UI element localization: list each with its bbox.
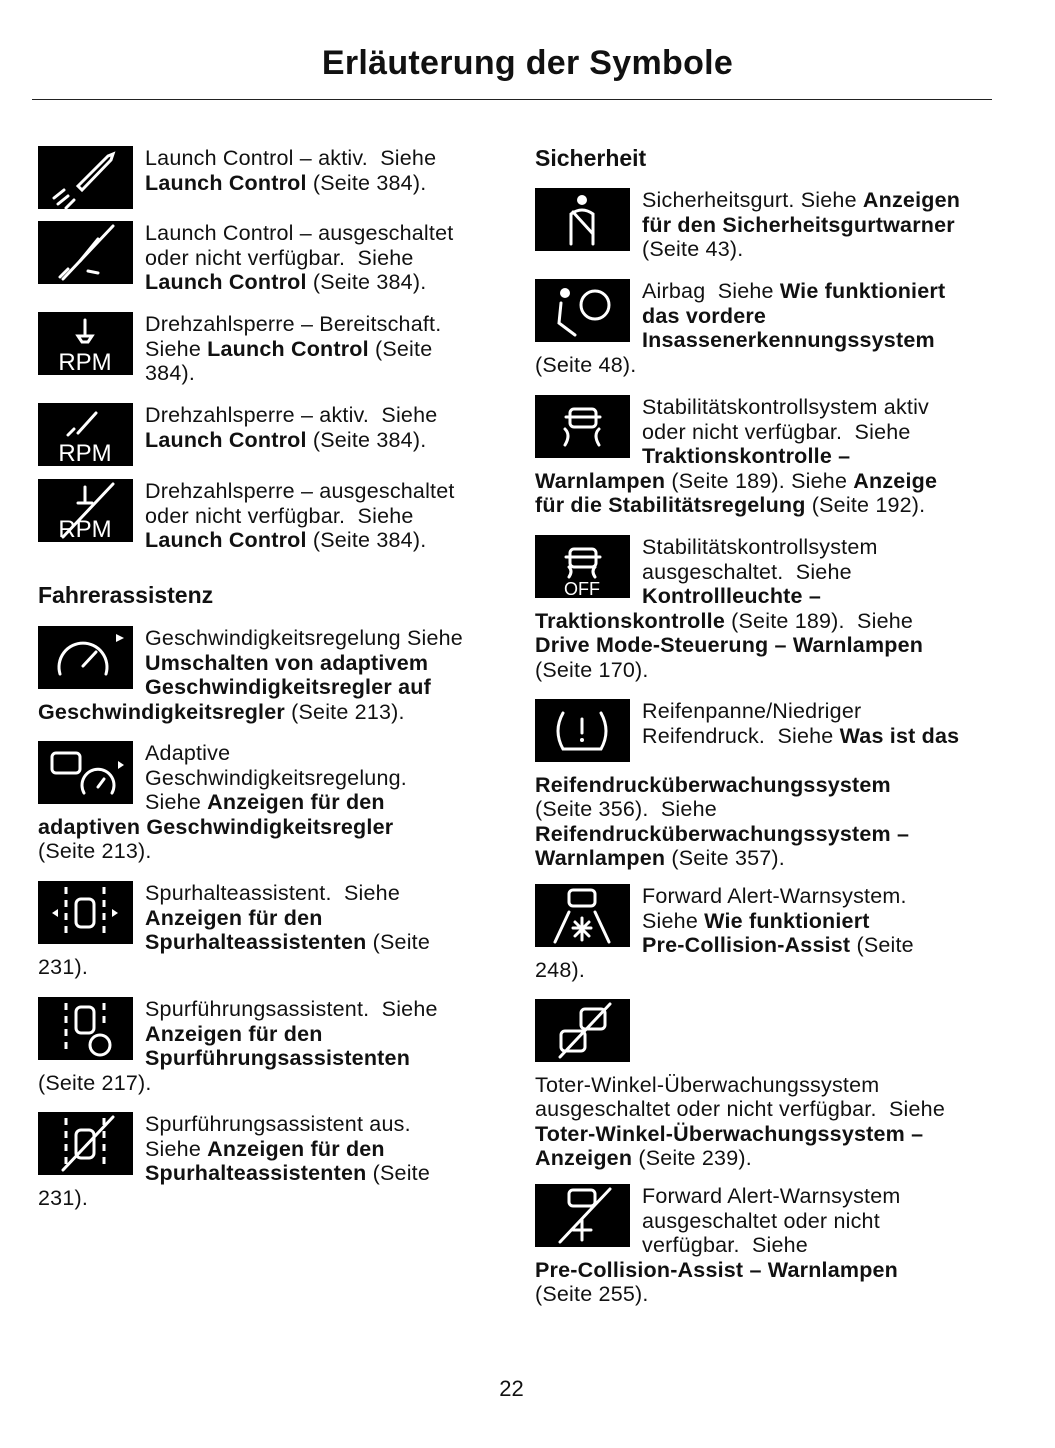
cross-reference-link[interactable]: Drive Mode-Steuerung – Warnlampen xyxy=(535,633,924,657)
svg-text:RPM: RPM xyxy=(58,349,112,375)
description-line xyxy=(535,1048,995,1073)
cross-reference-link[interactable]: das vordere xyxy=(642,303,767,328)
cross-reference-link[interactable]: Anzeigen xyxy=(535,1146,633,1170)
description-text: (Seite xyxy=(850,933,914,957)
description-text: (Seite 217). xyxy=(38,1070,152,1095)
description-line xyxy=(535,1233,995,1258)
description-text: 231). xyxy=(38,1185,89,1210)
symbol-entry xyxy=(535,1184,995,1307)
cross-reference-link[interactable]: Spurhalteassistenten xyxy=(145,1161,367,1185)
description-line xyxy=(38,171,498,196)
description-line xyxy=(535,560,995,585)
cross-reference-link[interactable]: adaptiven Geschwindigkeitsregler xyxy=(38,814,394,839)
description-line xyxy=(535,353,995,378)
description-line xyxy=(535,1209,995,1234)
description-text: Stabilitätskontrollsystem aktiv xyxy=(642,395,929,419)
symbol-description xyxy=(535,395,995,518)
svg-text:RPM: RPM xyxy=(58,440,112,466)
description-line xyxy=(38,1137,498,1162)
description-line xyxy=(535,444,995,469)
symbol-entry xyxy=(38,626,498,724)
description-text: Geschwindigkeitsregelung. xyxy=(145,765,407,790)
description-line xyxy=(535,933,995,958)
description-line xyxy=(535,797,995,822)
page-title: Erläuterung der Symbole xyxy=(321,44,734,82)
section-heading-sicherheit: Sicherheit xyxy=(535,145,647,171)
description-text: (Seite 384). xyxy=(306,427,427,452)
description-text: (Seite 239). xyxy=(632,1146,752,1170)
cross-reference-link[interactable]: Anzeigen für den xyxy=(207,790,385,814)
description-line xyxy=(38,675,498,700)
svg-text:OFF: OFF xyxy=(564,579,600,598)
description-line xyxy=(38,1186,498,1211)
description-line xyxy=(38,955,498,980)
description-line xyxy=(38,1161,498,1186)
svg-text:RPM: RPM xyxy=(58,516,112,542)
description-text: 231). xyxy=(38,954,89,979)
description-line xyxy=(38,651,498,676)
description-line xyxy=(38,270,498,295)
description-text: (Seite 384). xyxy=(306,270,427,294)
page-number: 22 xyxy=(499,1376,524,1401)
symbol-description xyxy=(38,403,498,452)
description-text: Spurhalteassistent. Siehe xyxy=(145,881,400,905)
description-line xyxy=(38,312,498,337)
description-line xyxy=(38,146,498,171)
description-line xyxy=(38,528,498,553)
description-line xyxy=(38,1071,498,1096)
cross-reference-link[interactable]: Geschwindigkeitsregler xyxy=(38,699,285,724)
symbol-description xyxy=(38,221,498,295)
description-line xyxy=(38,337,498,362)
symbol-description xyxy=(535,699,995,871)
description-text: Stabilitätskontrollsystem xyxy=(642,535,878,559)
description-line xyxy=(38,1022,498,1047)
description-line xyxy=(535,724,995,749)
description-text: (Seite 213). xyxy=(284,699,405,724)
description-text: Siehe xyxy=(145,790,208,814)
cross-reference-link[interactable]: Anzeigen für den xyxy=(207,1136,385,1161)
description-text: Drehzahlsperre – aktiv. Siehe xyxy=(145,403,438,427)
description-text: (Seite 213). xyxy=(38,839,152,863)
symbol-entry xyxy=(38,1112,498,1210)
cross-reference-link[interactable]: Traktionskontrolle – xyxy=(642,444,851,468)
description-text: Adaptive xyxy=(145,741,231,765)
description-text: Toter-Winkel-Überwachungssystem xyxy=(535,1072,880,1097)
cross-reference-link[interactable]: Traktionskontrolle xyxy=(535,608,725,633)
description-text: Drehzahlsperre – ausgeschaltet xyxy=(145,479,455,503)
description-line xyxy=(38,361,498,386)
description-line xyxy=(535,279,995,304)
symbol-entry xyxy=(535,188,995,262)
description-text: Sicherheitsgurt. Siehe xyxy=(642,188,863,212)
symbol-description xyxy=(535,279,995,377)
description-text: verfügbar. Siehe xyxy=(642,1233,808,1257)
description-text: ausgeschaltet oder nicht xyxy=(642,1208,880,1233)
title-divider xyxy=(32,99,992,100)
symbol-description xyxy=(38,479,498,553)
description-text: Siehe xyxy=(642,908,705,933)
description-line xyxy=(535,748,995,773)
description-text: 384). xyxy=(145,361,196,385)
symbol-description xyxy=(38,997,498,1095)
cross-reference-link[interactable]: Launch Control xyxy=(145,528,307,552)
description-text: (Seite xyxy=(366,930,431,954)
description-line xyxy=(535,1184,995,1209)
cross-reference-link[interactable]: Insassenerkennungssystem xyxy=(642,328,935,352)
description-text: (Seite 189). Siehe xyxy=(665,468,854,493)
description-text: oder nicht verfügbar. Siehe xyxy=(145,245,414,270)
symbol-description xyxy=(535,884,995,982)
description-text: oder nicht verfügbar. Siehe xyxy=(642,419,911,444)
cross-reference-link[interactable]: Anzeigen für den xyxy=(145,905,323,930)
cross-reference-link[interactable]: für den Sicherheitsgurtwarner xyxy=(642,212,955,237)
symbol-description xyxy=(535,1184,995,1307)
description-line xyxy=(38,839,498,864)
cross-reference-link[interactable]: für die Stabilitätsregelung xyxy=(535,493,806,517)
description-text: (Seite 192). xyxy=(805,493,926,517)
description-line xyxy=(38,997,498,1022)
cross-reference-link[interactable]: Kontrollleuchte – xyxy=(642,584,822,608)
description-line xyxy=(535,658,995,683)
description-line xyxy=(38,403,498,428)
symbol-description xyxy=(38,881,498,979)
symbol-description xyxy=(38,312,498,386)
description-text: oder nicht verfügbar. Siehe xyxy=(145,503,414,528)
description-line xyxy=(38,766,498,791)
description-text: (Seite 384). xyxy=(306,170,427,195)
symbol-description xyxy=(38,146,498,195)
description-text: 248). xyxy=(535,957,586,982)
symbol-entry xyxy=(535,535,995,682)
description-line xyxy=(38,246,498,271)
cross-reference-link[interactable]: Anzeigen für den xyxy=(145,1021,323,1046)
cross-reference-link[interactable]: Warnlampen xyxy=(535,468,666,493)
cross-reference-link[interactable]: Geschwindigkeitsregler auf xyxy=(145,675,431,699)
description-text: (Seite 255). xyxy=(535,1282,649,1306)
description-text: Geschwindigkeitsregelung Siehe xyxy=(145,626,463,650)
description-text: (Seite 189). Siehe xyxy=(724,608,914,633)
description-text: Forward Alert-Warnsystem. xyxy=(642,884,907,908)
symbol-entry xyxy=(535,699,995,871)
description-line xyxy=(38,790,498,815)
symbol-entry xyxy=(38,881,498,979)
symbol-entry xyxy=(38,479,498,553)
description-line xyxy=(38,815,498,840)
description-line xyxy=(535,773,995,798)
description-line xyxy=(535,584,995,609)
description-line xyxy=(535,535,995,560)
description-text: (Seite 170). xyxy=(535,657,649,682)
description-line xyxy=(535,469,995,494)
description-line xyxy=(535,999,995,1024)
cross-reference-link[interactable]: Anzeigen xyxy=(862,188,961,212)
description-text: Forward Alert-Warnsystem xyxy=(642,1184,901,1208)
description-text: Launch Control – aktiv. Siehe xyxy=(145,146,437,170)
description-line xyxy=(38,428,498,453)
description-text: Reifenpanne/Niedriger xyxy=(642,699,862,723)
cross-reference-link[interactable]: Launch Control xyxy=(145,427,307,452)
description-line xyxy=(38,700,498,725)
symbol-description xyxy=(535,188,995,262)
description-text: Launch Control – ausgeschaltet xyxy=(145,221,454,245)
symbol-entry xyxy=(535,279,995,377)
description-line xyxy=(535,304,995,329)
symbol-description xyxy=(38,626,498,724)
description-text: Spurführungsassistent. Siehe xyxy=(145,997,438,1021)
symbol-entry xyxy=(38,403,498,466)
description-line xyxy=(535,699,995,724)
description-text: (Seite 357). xyxy=(665,846,785,870)
description-line xyxy=(535,1097,995,1122)
cross-reference-link[interactable]: Wie funktioniert xyxy=(779,279,946,303)
cross-reference-link[interactable]: Launch Control xyxy=(145,170,307,195)
symbol-entry xyxy=(38,221,498,295)
description-line xyxy=(535,213,995,238)
description-line xyxy=(535,237,995,262)
description-line xyxy=(38,930,498,955)
description-line xyxy=(535,909,995,934)
cross-reference-link[interactable]: Pre-Collision-Assist – Warnlampen xyxy=(535,1257,899,1282)
description-text: (Seite xyxy=(368,336,433,361)
cross-reference-link[interactable]: Pre-Collision-Assist xyxy=(642,933,851,957)
symbol-entry xyxy=(38,312,498,386)
cross-reference-link[interactable]: Umschalten von adaptivem xyxy=(145,650,429,675)
description-line xyxy=(535,1258,995,1283)
description-line xyxy=(535,846,995,871)
description-text: ausgeschaltet. Siehe xyxy=(642,559,852,584)
description-text: (Seite 356). Siehe xyxy=(535,797,717,821)
description-line xyxy=(535,1024,995,1049)
description-text: Reifendruck. Siehe xyxy=(642,723,840,748)
section-heading-fahrerassistenz: Fahrerassistenz xyxy=(38,582,214,608)
description-text: Spurführungsassistent aus. xyxy=(145,1112,411,1136)
symbol-description xyxy=(38,741,498,864)
description-line xyxy=(535,1282,995,1307)
description-line xyxy=(38,626,498,651)
symbol-description xyxy=(535,535,995,682)
description-line xyxy=(38,221,498,246)
description-line xyxy=(535,822,995,847)
description-line xyxy=(535,493,995,518)
description-text: Siehe xyxy=(145,336,208,361)
description-line xyxy=(535,395,995,420)
description-text: ausgeschaltet oder nicht verfügbar. Siehe xyxy=(535,1097,945,1121)
description-text: (Seite xyxy=(366,1161,431,1185)
description-text: Drehzahlsperre – Bereitschaft. xyxy=(145,312,442,336)
symbol-entry xyxy=(535,395,995,518)
cross-reference-link[interactable]: Anzeige xyxy=(853,468,938,493)
symbol-entry xyxy=(38,741,498,864)
description-line xyxy=(38,741,498,766)
description-line xyxy=(535,188,995,213)
cross-reference-link[interactable]: Launch Control xyxy=(207,336,369,361)
description-text: (Seite 48). xyxy=(535,352,637,377)
description-line xyxy=(535,609,995,634)
cross-reference-link[interactable]: Was ist das xyxy=(839,723,960,748)
cross-reference-link[interactable]: Reifendrucküberwachungssystem – xyxy=(535,821,910,846)
description-line xyxy=(535,1146,995,1171)
description-line xyxy=(535,1122,995,1147)
description-text: Airbag Siehe xyxy=(642,279,780,303)
symbol-entry xyxy=(535,999,995,1171)
symbol-entry xyxy=(535,884,995,982)
cross-reference-link[interactable]: Warnlampen xyxy=(535,846,666,870)
description-line xyxy=(38,1046,498,1071)
description-line xyxy=(535,1073,995,1098)
description-line xyxy=(38,1112,498,1137)
description-line xyxy=(535,958,995,983)
symbol-description xyxy=(38,1112,498,1210)
cross-reference-link[interactable]: Wie funktioniert xyxy=(704,908,870,933)
description-line xyxy=(38,906,498,931)
description-line xyxy=(38,504,498,529)
description-line xyxy=(535,633,995,658)
description-line xyxy=(535,420,995,445)
description-line xyxy=(38,881,498,906)
description-line xyxy=(535,884,995,909)
symbol-entry xyxy=(38,146,498,195)
description-line xyxy=(38,479,498,504)
symbol-entry xyxy=(38,997,498,1095)
cross-reference-link[interactable]: Launch Control xyxy=(145,270,307,294)
cross-reference-link[interactable]: Spurhalteassistenten xyxy=(145,930,367,954)
description-text: (Seite 43). xyxy=(642,237,744,261)
description-text: (Seite 384). xyxy=(306,528,427,552)
cross-reference-link[interactable]: Spurführungsassistenten xyxy=(145,1046,411,1070)
description-line xyxy=(535,328,995,353)
symbol-description xyxy=(535,999,995,1171)
cross-reference-link[interactable]: Reifendrucküberwachungssystem xyxy=(535,772,891,797)
cross-reference-link[interactable]: Toter-Winkel-Überwachungssystem – xyxy=(535,1121,924,1146)
description-text: Siehe xyxy=(145,1136,208,1161)
